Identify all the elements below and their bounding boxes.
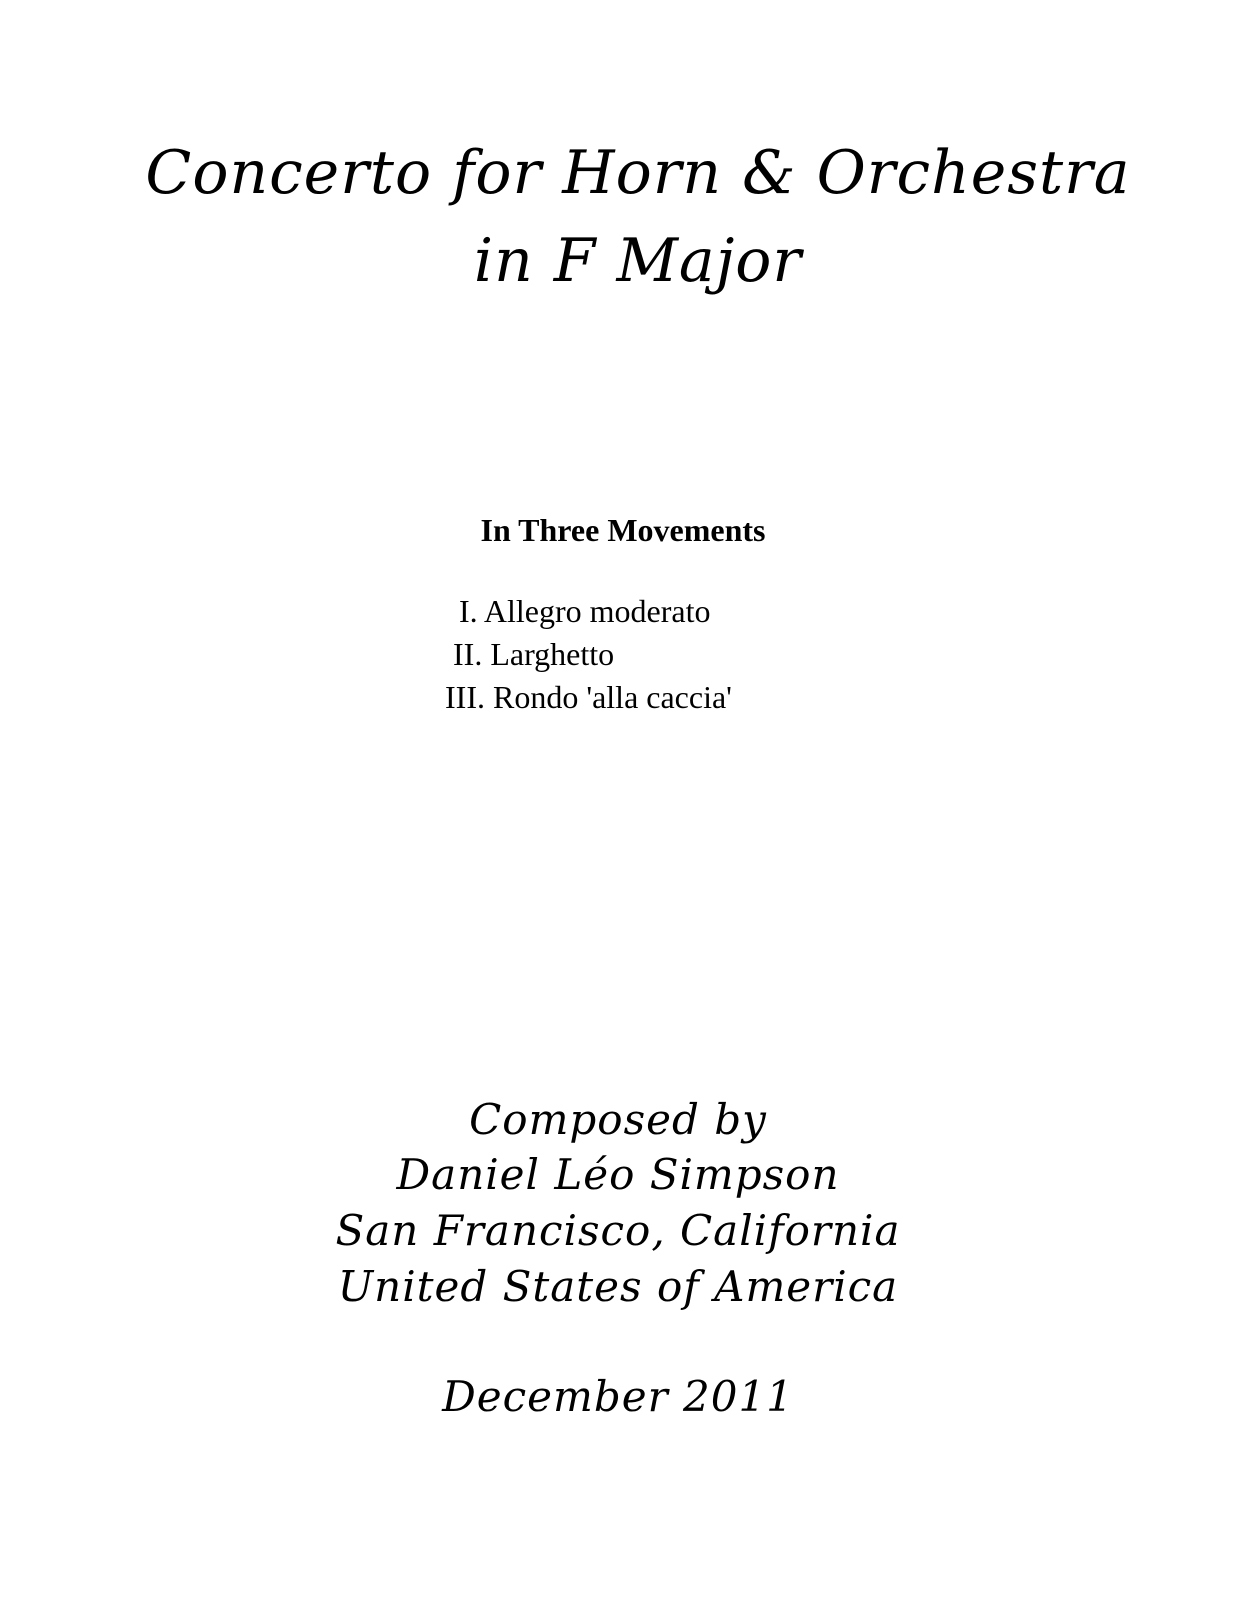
movements-heading: In Three Movements (480, 512, 766, 548)
composer-name: Daniel Léo Simpson (396, 1150, 840, 1199)
title-line-2: in F Major (473, 226, 803, 296)
title-line-1: Concerto for Horn & Orchestra (145, 138, 1131, 208)
movement-2: II. Larghetto (453, 636, 615, 672)
movement-1: I. Allegro moderato (459, 593, 711, 629)
movements-list (445, 590, 865, 719)
composer-city: San Francisco, California (335, 1206, 901, 1255)
movement-3: III. Rondo 'alla caccia' (445, 679, 732, 715)
composer-country: United States of America (337, 1262, 899, 1311)
composition-date: December 2011 (442, 1372, 794, 1421)
composed-by-label: Composed by (469, 1095, 767, 1144)
